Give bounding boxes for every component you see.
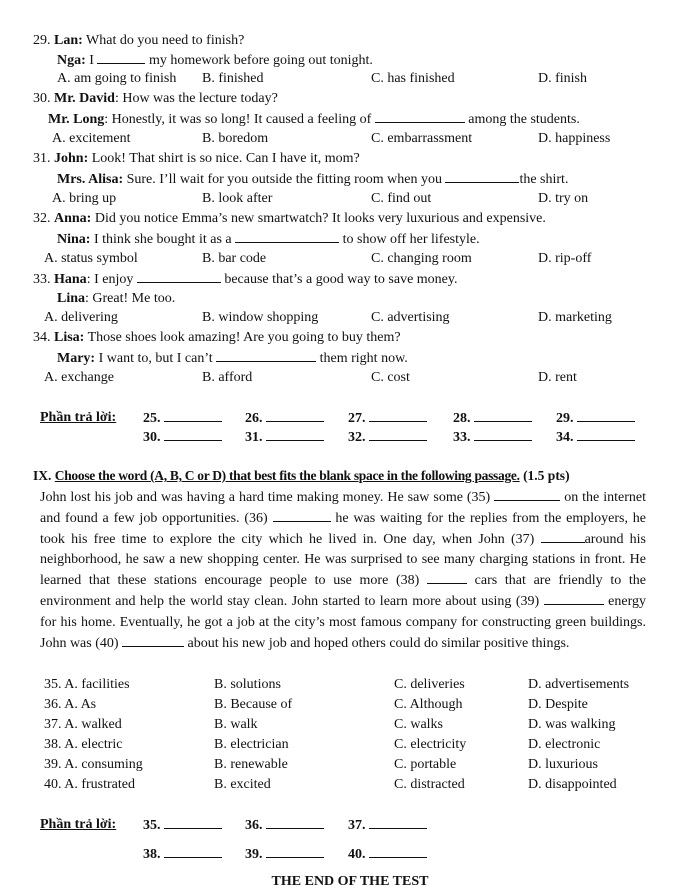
q38-option-d: D. electronic (528, 737, 601, 752)
q31-option-b: B. look after (202, 191, 273, 206)
q29-prompt: 29. Lan: What do you need to finish? (33, 33, 245, 48)
q39-option-d: D. luxurious (528, 757, 598, 772)
q30-option-a: A. excitement (52, 131, 131, 146)
q36-option-b: B. Because of (214, 697, 293, 712)
q33-option-b: B. window shopping (202, 310, 319, 325)
q39-option-c: C. portable (394, 757, 457, 772)
q32-option-a: A. status symbol (44, 251, 138, 266)
blank-36 (273, 508, 331, 522)
q32-prompt: 32. Anna: Did you notice Emma’s new smartwatch? It looks very luxurious and expensive. (33, 211, 546, 226)
q29-option-a: A. am going to finish (57, 71, 177, 86)
q29-option-c: C. has finished (371, 71, 455, 86)
q40-option-d: D. disappointed (528, 777, 617, 792)
q36-option-c: C. Although (394, 697, 463, 712)
q37-option-d: D. was walking (528, 717, 616, 732)
q31-blank (445, 170, 519, 183)
answer-slot-30[interactable]: 30. (143, 428, 222, 447)
q33-option-d: D. marketing (538, 310, 612, 325)
q36-option-a: 36. A. As (44, 697, 97, 712)
answer-label-1: Phần trả lời: (40, 410, 117, 425)
q30-response: Mr. Long: Honestly, it was so long! It caused a feeling of among the students. (48, 112, 580, 127)
q33-option-c: C. advertising (371, 310, 450, 325)
q37-option-b: B. walk (214, 717, 258, 732)
q38-option-c: C. electricity (394, 737, 467, 752)
q29-response: Nga: I my homework before going out tonight. (57, 53, 373, 68)
q32-option-c: C. changing room (371, 251, 472, 266)
q35-option-a: 35. A. facilities (44, 677, 130, 692)
q39-option-a: 39. A. consuming (44, 757, 143, 772)
q40-option-a: 40. A. frustrated (44, 777, 135, 792)
q32-option-d: D. rip-off (538, 251, 592, 266)
answer-slot-32[interactable]: 32. (348, 428, 427, 447)
answer-slot-40[interactable]: 40. (348, 845, 427, 864)
q30-option-b: B. boredom (202, 131, 269, 146)
q33-prompt: 33. Hana: I enjoy because that’s a good way to save money. (33, 272, 458, 287)
q30-blank (375, 110, 465, 123)
answer-label-2: Phần trả lời: (40, 817, 117, 832)
q29-blank (97, 51, 145, 64)
q34-option-c: C. cost (371, 370, 410, 385)
q38-option-b: B. electrician (214, 737, 289, 752)
answer-slot-28[interactable]: 28. (453, 409, 532, 428)
answer-slot-38[interactable]: 38. (143, 845, 222, 864)
answer-slot-27[interactable]: 27. (348, 409, 427, 428)
q34-option-d: D. rent (538, 370, 577, 385)
answer-slot-31[interactable]: 31. (245, 428, 324, 447)
q31-option-a: A. bring up (52, 191, 117, 206)
answer-slot-34[interactable]: 34. (556, 428, 635, 447)
blank-35 (494, 487, 560, 501)
q37-option-a: 37. A. walked (44, 717, 122, 732)
q32-response: Nina: I think she bought it as a to show off her lifestyle. (57, 232, 480, 247)
answer-slot-26[interactable]: 26. (245, 409, 324, 428)
blank-38 (427, 570, 467, 584)
q34-blank (216, 349, 316, 362)
q35-option-b: B. solutions (214, 677, 281, 692)
answer-slot-35[interactable]: 35. (143, 816, 222, 835)
blank-39 (544, 591, 604, 605)
q32-blank (235, 230, 339, 243)
q34-option-b: B. afford (202, 370, 253, 385)
q31-option-d: D. try on (538, 191, 589, 206)
q35-option-d: D. advertisements (528, 677, 630, 692)
answer-slot-25[interactable]: 25. (143, 409, 222, 428)
answer-slot-39[interactable]: 39. (245, 845, 324, 864)
q30-option-c: C. embarrassment (371, 131, 473, 146)
section-heading: IX. Choose the word (A, B, C or D) that best fits the blank space in the following passage. (1.5 pts) (33, 468, 570, 483)
answer-slot-33[interactable]: 33. (453, 428, 532, 447)
q33-response: Lina: Great! Me too. (57, 291, 176, 306)
answer-slot-29[interactable]: 29. (556, 409, 635, 428)
answer-slot-37[interactable]: 37. (348, 816, 427, 835)
passage: John lost his job and was having a hard time making money. He saw some (35) on the internet and found a few job opportunities. (36) he was waiting for the replies from the employers, he took his free time to explore the city which he lived in. One day, when John (37) around his neighborhood, he saw a new shopping center. He was surprised to see many charging stations in front. He learned that these stations encourage people to use more (38) cars that are friendly to the environment and help the world stay clean. John started to learn more about using (39) energy for his home. Eventually, he got a job at the city’s most famous company for constructing green buildings. John was (40) about his new job and hoped others could do similar positive things. (40, 487, 646, 654)
blank-37 (541, 529, 585, 543)
q30-prompt: 30. Mr. David: How was the lecture today? (33, 91, 278, 106)
q33-option-a: A. delivering (44, 310, 118, 325)
q29-option-b: B. finished (202, 71, 264, 86)
q31-option-c: C. find out (371, 191, 432, 206)
q40-option-c: C. distracted (394, 777, 465, 792)
q29-option-d: D. finish (538, 71, 587, 86)
q31-response: Mrs. Alisa: Sure. I’ll wait for you outside the fitting room when you the shirt. (57, 172, 569, 187)
q34-option-a: A. exchange (44, 370, 114, 385)
q37-option-c: C. walks (394, 717, 443, 732)
answer-slot-36[interactable]: 36. (245, 816, 324, 835)
q32-option-b: B. bar code (202, 251, 267, 266)
q34-prompt: 34. Lisa: Those shoes look amazing! Are you going to buy them? (33, 330, 401, 345)
q40-option-b: B. excited (214, 777, 271, 792)
q38-option-a: 38. A. electric (44, 737, 123, 752)
end-of-test: THE END OF THE TEST (271, 874, 429, 889)
blank-40 (122, 633, 184, 647)
q36-option-d: D. Despite (528, 697, 588, 712)
q39-option-b: B. renewable (214, 757, 288, 772)
q34-response: Mary: I want to, but I can’t them right now. (57, 351, 408, 366)
q31-prompt: 31. John: Look! That shirt is so nice. Can I have it, mom? (33, 151, 360, 166)
q33-blank (137, 270, 221, 283)
q35-option-c: C. deliveries (394, 677, 465, 692)
q30-option-d: D. happiness (538, 131, 611, 146)
